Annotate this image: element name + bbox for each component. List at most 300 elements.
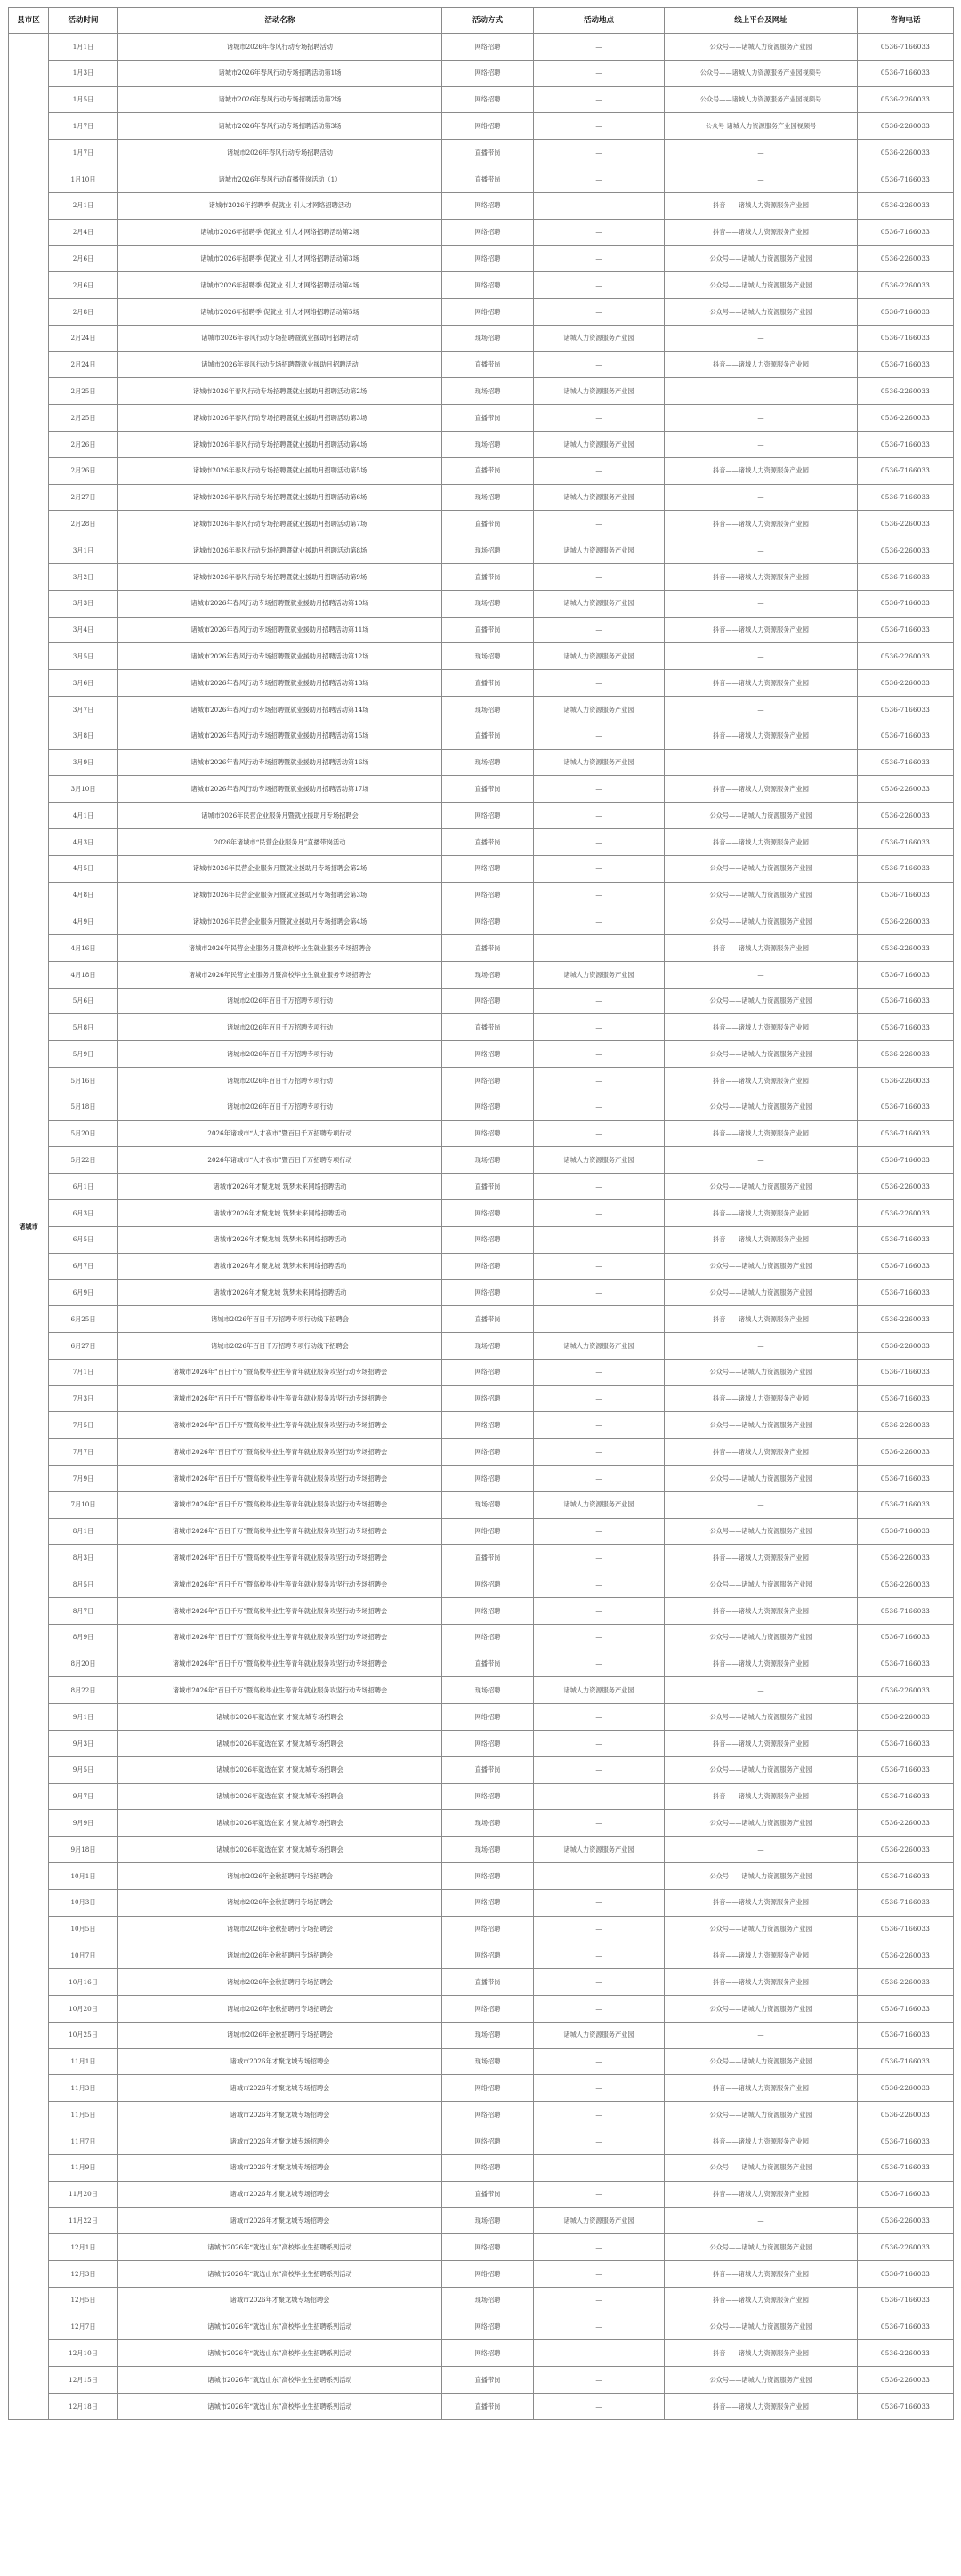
activity-method: 网络招聘 bbox=[442, 1094, 534, 1120]
activity-method: 直播带岗 bbox=[442, 935, 534, 962]
activity-place: 诸城人力资源服务产业园 bbox=[534, 643, 665, 670]
activity-date: 6月1日 bbox=[49, 1174, 118, 1200]
table-row bbox=[9, 2208, 954, 2234]
activity-place: — bbox=[534, 1041, 665, 1068]
activity-method: 网络招聘 bbox=[442, 1439, 534, 1466]
activity-method: 网络招聘 bbox=[442, 1783, 534, 1810]
activity-method: 网络招聘 bbox=[442, 2340, 534, 2367]
activity-method: 现场招聘 bbox=[442, 2022, 534, 2048]
online-platform: 抖音——诸城人力资源服务产业园 bbox=[665, 935, 858, 962]
activity-place: — bbox=[534, 2075, 665, 2102]
contact-phone: 0536-2260033 bbox=[858, 1174, 954, 1200]
contact-phone: 0536-7166033 bbox=[858, 563, 954, 590]
contact-phone: 0536-7166033 bbox=[858, 2287, 954, 2314]
activity-date: 3月4日 bbox=[49, 617, 118, 643]
activity-method: 网络招聘 bbox=[442, 1068, 534, 1094]
activity-place: — bbox=[534, 1014, 665, 1041]
online-platform: 抖音——诸城人力资源服务产业园 bbox=[665, 457, 858, 484]
contact-phone: 0536-2260033 bbox=[858, 1571, 954, 1598]
online-platform: 公众号——诸城人力资源服务产业园 bbox=[665, 988, 858, 1014]
table-row bbox=[9, 351, 954, 378]
online-platform: 抖音——诸城人力资源服务产业园 bbox=[665, 1889, 858, 1916]
activity-method: 网络招聘 bbox=[442, 2260, 534, 2287]
activity-place: — bbox=[534, 988, 665, 1014]
activity-date: 7月5日 bbox=[49, 1412, 118, 1439]
activity-date: 6月9日 bbox=[49, 1280, 118, 1306]
activity-date: 9月1日 bbox=[49, 1704, 118, 1731]
activity-place: 诸城人力资源服务产业园 bbox=[534, 1333, 665, 1360]
table-row bbox=[9, 1889, 954, 1916]
table-row bbox=[9, 908, 954, 935]
activity-place: — bbox=[534, 1810, 665, 1837]
activity-name: 诸城市2026年才聚龙城专场招聘会 bbox=[118, 2181, 442, 2208]
contact-phone: 0536-7166033 bbox=[858, 828, 954, 855]
online-platform: 抖音——诸城人力资源服务产业园 bbox=[665, 1969, 858, 1996]
activity-method: 网络招聘 bbox=[442, 2075, 534, 2102]
activity-place: — bbox=[534, 828, 665, 855]
activity-date: 2月24日 bbox=[49, 351, 118, 378]
table-row bbox=[9, 1200, 954, 1227]
table-row bbox=[9, 537, 954, 564]
activity-place: — bbox=[534, 1571, 665, 1598]
activity-name: 诸城市2026年春风行动专场招聘暨就业援助月招聘活动第3场 bbox=[118, 405, 442, 432]
table-row bbox=[9, 776, 954, 803]
table-row bbox=[9, 1068, 954, 1094]
activity-place: 诸城人力资源服务产业园 bbox=[534, 1677, 665, 1704]
activity-name: 诸城市2026年招聘季 促就业 引人才网络招聘活动第4场 bbox=[118, 272, 442, 299]
online-platform: — bbox=[665, 140, 858, 166]
activity-method: 网络招聘 bbox=[442, 1253, 534, 1280]
table-row bbox=[9, 855, 954, 882]
activity-date: 11月9日 bbox=[49, 2154, 118, 2181]
activity-name: 诸城市2026年春风行动专场招聘暨就业援助月招聘活动第6场 bbox=[118, 484, 442, 511]
activity-date: 10月20日 bbox=[49, 1995, 118, 2022]
contact-phone: 0536-2260033 bbox=[858, 1969, 954, 1996]
activity-method: 网络招聘 bbox=[442, 1598, 534, 1625]
header-phone: 咨询电话 bbox=[858, 8, 954, 34]
activity-name: 诸城市2026年金秋招聘月专场招聘会 bbox=[118, 1889, 442, 1916]
activity-name: 诸城市2026年春风行动专场招聘暨就业援助月招聘活动第8场 bbox=[118, 537, 442, 564]
activity-date: 6月27日 bbox=[49, 1333, 118, 1360]
activity-date: 10月25日 bbox=[49, 2022, 118, 2048]
online-platform: — bbox=[665, 749, 858, 776]
table-row bbox=[9, 378, 954, 405]
table-row bbox=[9, 2314, 954, 2340]
activity-method: 现场招聘 bbox=[442, 1333, 534, 1360]
online-platform: 公众号——诸城人力资源服务产业园 bbox=[665, 1624, 858, 1651]
table-row bbox=[9, 166, 954, 192]
activity-date: 3月1日 bbox=[49, 537, 118, 564]
activity-method: 网络招聘 bbox=[442, 1916, 534, 1942]
activity-method: 直播带岗 bbox=[442, 2181, 534, 2208]
activity-place: — bbox=[534, 1466, 665, 1492]
activity-method: 直播带岗 bbox=[442, 2367, 534, 2394]
activity-name: 诸城市2026年民营企业服务月暨就业援助月专场招聘会第4场 bbox=[118, 908, 442, 935]
table-row bbox=[9, 1598, 954, 1625]
activity-place: — bbox=[534, 1545, 665, 1571]
online-platform: — bbox=[665, 643, 858, 670]
activity-place: — bbox=[534, 272, 665, 299]
table-row bbox=[9, 1704, 954, 1731]
activity-method: 现场招聘 bbox=[442, 2287, 534, 2314]
activity-place: — bbox=[534, 1280, 665, 1306]
activity-place: 诸城人力资源服务产业园 bbox=[534, 431, 665, 457]
activity-name: 诸城市2026年“就选山东”高校毕业生招聘系列活动 bbox=[118, 2340, 442, 2367]
table-row bbox=[9, 2048, 954, 2075]
activity-name: 诸城市2026年就选在家 才聚龙城专场招聘会 bbox=[118, 1810, 442, 1837]
activity-name: 诸城市2026年春风行动专场招聘暨就业援助月招聘活动第14场 bbox=[118, 696, 442, 723]
table-header-row bbox=[9, 8, 954, 34]
contact-phone: 0536-2260033 bbox=[858, 2367, 954, 2394]
activity-name: 诸城市2026年“百日千万”暨高校毕业生等青年就业服务攻坚行动专场招聘会 bbox=[118, 1651, 442, 1677]
table-row bbox=[9, 2234, 954, 2261]
activity-place: — bbox=[534, 1651, 665, 1677]
activity-name: 诸城市2026年才聚龙城专场招聘会 bbox=[118, 2154, 442, 2181]
online-platform: 公众号——诸城人力资源服务产业园 bbox=[665, 1704, 858, 1731]
activity-date: 10月16日 bbox=[49, 1969, 118, 1996]
activity-date: 3月10日 bbox=[49, 776, 118, 803]
table-row bbox=[9, 2287, 954, 2314]
online-platform: 公众号——诸城人力资源服务产业园 bbox=[665, 298, 858, 325]
table-row bbox=[9, 1120, 954, 1147]
activity-date: 11月3日 bbox=[49, 2075, 118, 2102]
activity-name: 诸城市2026年招聘季 促就业 引人才网络招聘活动第5场 bbox=[118, 298, 442, 325]
online-platform: 抖音——诸城人力资源服务产业园 bbox=[665, 1385, 858, 1412]
online-platform: 公众号——诸城人力资源服务产业园 bbox=[665, 1253, 858, 1280]
table-row bbox=[9, 1280, 954, 1306]
online-platform: 抖音——诸城人力资源服务产业园 bbox=[665, 2128, 858, 2154]
online-platform: 抖音——诸城人力资源服务产业园 bbox=[665, 828, 858, 855]
table-row bbox=[9, 246, 954, 272]
header-county: 县市区 bbox=[9, 8, 49, 34]
activity-name: 诸城市2026年春风行动专场招聘活动 bbox=[118, 140, 442, 166]
online-platform: 公众号——诸城人力资源服务产业园 bbox=[665, 908, 858, 935]
activity-place: — bbox=[534, 140, 665, 166]
online-platform: 公众号——诸城人力资源服务产业园 bbox=[665, 1518, 858, 1545]
contact-phone: 0536-7166033 bbox=[858, 325, 954, 351]
activity-place: — bbox=[534, 1783, 665, 1810]
activity-name: 诸城市2026年春风行动专场招聘暨就业援助月招聘活动第11场 bbox=[118, 617, 442, 643]
activity-date: 9月3日 bbox=[49, 1731, 118, 1757]
table-row bbox=[9, 1306, 954, 1333]
table-row bbox=[9, 749, 954, 776]
activity-date: 6月25日 bbox=[49, 1306, 118, 1333]
activity-name: 诸城市2026年“就选山东”高校毕业生招聘系列活动 bbox=[118, 2393, 442, 2419]
table-row bbox=[9, 431, 954, 457]
table-row bbox=[9, 1731, 954, 1757]
table-row bbox=[9, 1571, 954, 1598]
contact-phone: 0536-2260033 bbox=[858, 1306, 954, 1333]
header-method: 活动方式 bbox=[442, 8, 534, 34]
table-row bbox=[9, 2260, 954, 2287]
contact-phone: 0536-2260033 bbox=[858, 272, 954, 299]
activity-name: 诸城市2026年就选在家 才聚龙城专场招聘会 bbox=[118, 1731, 442, 1757]
activity-method: 网络招聘 bbox=[442, 2234, 534, 2261]
activity-place: 诸城人力资源服务产业园 bbox=[534, 378, 665, 405]
contact-phone: 0536-2260033 bbox=[858, 1333, 954, 1360]
online-platform: 抖音——诸城人力资源服务产业园 bbox=[665, 1439, 858, 1466]
contact-phone: 0536-7166033 bbox=[858, 2128, 954, 2154]
contact-phone: 0536-2260033 bbox=[858, 1439, 954, 1466]
activity-date: 3月2日 bbox=[49, 563, 118, 590]
activity-name: 诸城市2026年春风行动专场招聘暨就业援助月招聘活动第15场 bbox=[118, 723, 442, 749]
contact-phone: 0536-7166033 bbox=[858, 2314, 954, 2340]
activity-method: 网络招聘 bbox=[442, 192, 534, 219]
contact-phone: 0536-7166033 bbox=[858, 2022, 954, 2048]
activity-date: 2月27日 bbox=[49, 484, 118, 511]
online-platform: 抖音——诸城人力资源服务产业园 bbox=[665, 351, 858, 378]
activity-place: — bbox=[534, 723, 665, 749]
online-platform: — bbox=[665, 696, 858, 723]
activity-date: 1月10日 bbox=[49, 166, 118, 192]
table-row bbox=[9, 1412, 954, 1439]
contact-phone: 0536-7166033 bbox=[858, 1916, 954, 1942]
activity-name: 诸城市2026年金秋招聘月专场招聘会 bbox=[118, 1942, 442, 1969]
contact-phone: 0536-7166033 bbox=[858, 1466, 954, 1492]
table-row bbox=[9, 935, 954, 962]
activity-date: 8月9日 bbox=[49, 1624, 118, 1651]
activity-place: — bbox=[534, 1598, 665, 1625]
activity-method: 现场招聘 bbox=[442, 1810, 534, 1837]
activity-method: 网络招聘 bbox=[442, 2102, 534, 2128]
contact-phone: 0536-2260033 bbox=[858, 2208, 954, 2234]
activity-method: 网络招聘 bbox=[442, 1041, 534, 1068]
table-row bbox=[9, 563, 954, 590]
activity-place: 诸城人力资源服务产业园 bbox=[534, 2022, 665, 2048]
table-row bbox=[9, 2075, 954, 2102]
activity-name: 诸城市2026年春风行动专场招聘活动 bbox=[118, 34, 442, 61]
activity-name: 诸城市2026年才聚龙城 筑梦未来网络招聘活动 bbox=[118, 1253, 442, 1280]
activity-method: 直播带岗 bbox=[442, 1014, 534, 1041]
contact-phone: 0536-2260033 bbox=[858, 86, 954, 113]
contact-phone: 0536-7166033 bbox=[858, 1889, 954, 1916]
activity-place: — bbox=[534, 34, 665, 61]
contact-phone: 0536-2260033 bbox=[858, 113, 954, 140]
activity-name: 诸城市2026年招聘季 促就业 引人才网络招聘活动第3场 bbox=[118, 246, 442, 272]
online-platform: 抖音——诸城人力资源服务产业园 bbox=[665, 1120, 858, 1147]
contact-phone: 0536-7166033 bbox=[858, 988, 954, 1014]
activity-date: 2月4日 bbox=[49, 219, 118, 246]
activity-name: 诸城市2026年就选在家 才聚龙城专场招聘会 bbox=[118, 1783, 442, 1810]
online-platform: — bbox=[665, 537, 858, 564]
table-row bbox=[9, 2022, 954, 2048]
activity-method: 现场招聘 bbox=[442, 1491, 534, 1518]
activity-date: 5月18日 bbox=[49, 1094, 118, 1120]
online-platform: 公众号——诸城人力资源服务产业园 bbox=[665, 1466, 858, 1492]
activity-date: 3月7日 bbox=[49, 696, 118, 723]
activity-place: 诸城人力资源服务产业园 bbox=[534, 2208, 665, 2234]
activity-method: 直播带岗 bbox=[442, 2393, 534, 2419]
contact-phone: 0536-7166033 bbox=[858, 1094, 954, 1120]
table-row bbox=[9, 1756, 954, 1783]
activity-place: — bbox=[534, 1094, 665, 1120]
activity-name: 诸城市2026年“百日千万”暨高校毕业生等青年就业服务攻坚行动专场招聘会 bbox=[118, 1439, 442, 1466]
activity-method: 网络招聘 bbox=[442, 1466, 534, 1492]
activity-place: — bbox=[534, 563, 665, 590]
activity-method: 现场招聘 bbox=[442, 378, 534, 405]
table-row bbox=[9, 2393, 954, 2419]
contact-phone: 0536-7166033 bbox=[858, 60, 954, 86]
activity-date: 1月3日 bbox=[49, 60, 118, 86]
activity-name: 诸城市2026年春风行动专场招聘活动第2场 bbox=[118, 86, 442, 113]
activity-date: 10月5日 bbox=[49, 1916, 118, 1942]
activity-place: — bbox=[534, 1731, 665, 1757]
activity-date: 3月5日 bbox=[49, 643, 118, 670]
table-row bbox=[9, 1651, 954, 1677]
activity-date: 4月5日 bbox=[49, 855, 118, 882]
table-row bbox=[9, 1916, 954, 1942]
table-row bbox=[9, 723, 954, 749]
activity-method: 网络招聘 bbox=[442, 1624, 534, 1651]
activity-method: 网络招聘 bbox=[442, 1359, 534, 1385]
activity-name: 2026年诸城市“人才夜市”暨百日千万招聘专项行动 bbox=[118, 1147, 442, 1174]
activity-date: 2月1日 bbox=[49, 192, 118, 219]
online-platform: 公众号——诸城人力资源服务产业园 bbox=[665, 1756, 858, 1783]
table-row bbox=[9, 1147, 954, 1174]
online-platform: 公众号——诸城人力资源服务产业园 bbox=[665, 1916, 858, 1942]
activity-name: 诸城市2026年金秋招聘月专场招聘会 bbox=[118, 1916, 442, 1942]
activity-place: — bbox=[534, 2181, 665, 2208]
activity-date: 9月7日 bbox=[49, 1783, 118, 1810]
activity-method: 网络招聘 bbox=[442, 908, 534, 935]
activity-name: 诸城市2026年“百日千万”暨高校毕业生等青年就业服务攻坚行动专场招聘会 bbox=[118, 1491, 442, 1518]
activity-place: 诸城人力资源服务产业园 bbox=[534, 1837, 665, 1863]
contact-phone: 0536-2260033 bbox=[858, 643, 954, 670]
activity-name: 诸城市2026年金秋招聘月专场招聘会 bbox=[118, 1969, 442, 1996]
contact-phone: 0536-2260033 bbox=[858, 378, 954, 405]
table-row bbox=[9, 1545, 954, 1571]
activity-place: — bbox=[534, 1916, 665, 1942]
activity-method: 直播带岗 bbox=[442, 1969, 534, 1996]
activity-name: 诸城市2026年春风行动专场招聘暨就业援助月招聘活动第5场 bbox=[118, 457, 442, 484]
activity-name: 诸城市2026年才聚龙城 筑梦未来网络招聘活动 bbox=[118, 1174, 442, 1200]
activity-place: — bbox=[534, 1306, 665, 1333]
online-platform: 抖音——诸城人力资源服务产业园 bbox=[665, 1226, 858, 1253]
activity-date: 7月7日 bbox=[49, 1439, 118, 1466]
activity-name: 诸城市2026年春风行动专场招聘暨就业援助月招聘活动第10场 bbox=[118, 590, 442, 617]
activity-date: 6月3日 bbox=[49, 1200, 118, 1227]
contact-phone: 0536-2260033 bbox=[858, 405, 954, 432]
table-row bbox=[9, 988, 954, 1014]
activity-method: 直播带岗 bbox=[442, 670, 534, 697]
activity-method: 现场招聘 bbox=[442, 1837, 534, 1863]
contact-phone: 0536-7166033 bbox=[858, 1598, 954, 1625]
contact-phone: 0536-7166033 bbox=[858, 1253, 954, 1280]
activity-date: 2月8日 bbox=[49, 298, 118, 325]
document-page bbox=[8, 7, 953, 2420]
activity-name: 诸城市2026年春风行动专场招聘暨就业援助月招聘活动第9场 bbox=[118, 563, 442, 590]
activity-method: 直播带岗 bbox=[442, 140, 534, 166]
activity-place: — bbox=[534, 1518, 665, 1545]
header-place: 活动地点 bbox=[534, 8, 665, 34]
online-platform: 公众号——诸城人力资源服务产业园 bbox=[665, 1412, 858, 1439]
activity-name: 诸城市2026年“百日千万”暨高校毕业生等青年就业服务攻坚行动专场招聘会 bbox=[118, 1359, 442, 1385]
contact-phone: 0536-2260033 bbox=[858, 2340, 954, 2367]
activity-place: 诸城人力资源服务产业园 bbox=[534, 961, 665, 988]
table-row bbox=[9, 192, 954, 219]
activity-name: 诸城市2026年就选在家 才聚龙城专场招聘会 bbox=[118, 1837, 442, 1863]
contact-phone: 0536-2260033 bbox=[858, 1200, 954, 1227]
activity-date: 12月3日 bbox=[49, 2260, 118, 2287]
online-platform: 抖音——诸城人力资源服务产业园 bbox=[665, 2393, 858, 2419]
table-row bbox=[9, 696, 954, 723]
activity-date: 8月1日 bbox=[49, 1518, 118, 1545]
header-online-platform: 线上平台及网址 bbox=[665, 8, 858, 34]
activity-date: 1月7日 bbox=[49, 113, 118, 140]
contact-phone: 0536-7166033 bbox=[858, 1120, 954, 1147]
activity-method: 直播带岗 bbox=[442, 828, 534, 855]
activity-method: 网络招聘 bbox=[442, 1226, 534, 1253]
activity-name: 诸城市2026年春风行动专场招聘暨就业援助月招聘活动第2场 bbox=[118, 378, 442, 405]
table-row bbox=[9, 1174, 954, 1200]
online-platform: 公众号——诸城人力资源服务产业园 bbox=[665, 1862, 858, 1889]
table-row bbox=[9, 298, 954, 325]
online-platform: 公众号——诸城人力资源服务产业园视频号 bbox=[665, 60, 858, 86]
activity-date: 4月3日 bbox=[49, 828, 118, 855]
table-row bbox=[9, 1466, 954, 1492]
activity-date: 11月7日 bbox=[49, 2128, 118, 2154]
table-row bbox=[9, 2102, 954, 2128]
activity-name: 诸城市2026年百日千万招聘专项行动 bbox=[118, 1094, 442, 1120]
contact-phone: 0536-7166033 bbox=[858, 1280, 954, 1306]
activity-method: 现场招聘 bbox=[442, 1147, 534, 1174]
activity-method: 网络招聘 bbox=[442, 1385, 534, 1412]
activity-place: — bbox=[534, 1889, 665, 1916]
activity-date: 2月28日 bbox=[49, 511, 118, 537]
contact-phone: 0536-2260033 bbox=[858, 1837, 954, 1863]
activity-name: 诸城市2026年就选在家 才聚龙城专场招聘会 bbox=[118, 1756, 442, 1783]
activity-name: 诸城市2026年春风行动专场招聘暨就业援助月招聘活动第17场 bbox=[118, 776, 442, 803]
activity-name: 诸城市2026年百日千万招聘专项行动 bbox=[118, 1068, 442, 1094]
table-row bbox=[9, 484, 954, 511]
activity-date: 4月9日 bbox=[49, 908, 118, 935]
online-platform: 公众号——诸城人力资源服务产业园 bbox=[665, 246, 858, 272]
table-row bbox=[9, 1226, 954, 1253]
activity-place: — bbox=[534, 2393, 665, 2419]
online-platform: 抖音——诸城人力资源服务产业园 bbox=[665, 2075, 858, 2102]
table-row bbox=[9, 643, 954, 670]
activity-date: 12月7日 bbox=[49, 2314, 118, 2340]
activity-date: 2月6日 bbox=[49, 272, 118, 299]
contact-phone: 0536-7166033 bbox=[858, 1624, 954, 1651]
activity-method: 网络招聘 bbox=[442, 1862, 534, 1889]
activity-place: — bbox=[534, 219, 665, 246]
contact-phone: 0536-2260033 bbox=[858, 1677, 954, 1704]
activity-place: — bbox=[534, 113, 665, 140]
activity-method: 网络招聘 bbox=[442, 1731, 534, 1757]
activity-place: — bbox=[534, 1385, 665, 1412]
online-platform: — bbox=[665, 166, 858, 192]
table-row bbox=[9, 2181, 954, 2208]
activity-date: 7月3日 bbox=[49, 1385, 118, 1412]
activity-date: 11月5日 bbox=[49, 2102, 118, 2128]
online-platform: 抖音——诸城人力资源服务产业园 bbox=[665, 617, 858, 643]
activity-name: 诸城市2026年才聚龙城 筑梦未来网络招聘活动 bbox=[118, 1200, 442, 1227]
activity-place: — bbox=[534, 803, 665, 829]
activity-place: — bbox=[534, 776, 665, 803]
online-platform: 公众号——诸城人力资源服务产业园 bbox=[665, 1810, 858, 1837]
table-row bbox=[9, 670, 954, 697]
activity-place: — bbox=[534, 298, 665, 325]
activity-method: 网络招聘 bbox=[442, 1995, 534, 2022]
activity-place: — bbox=[534, 1200, 665, 1227]
contact-phone: 0536-7166033 bbox=[858, 1147, 954, 1174]
activity-name: 诸城市2026年春风行动专场招聘暨就业援助月招聘活动第13场 bbox=[118, 670, 442, 697]
activity-method: 网络招聘 bbox=[442, 1412, 534, 1439]
online-platform: 抖音——诸城人力资源服务产业园 bbox=[665, 1598, 858, 1625]
activity-name: 诸城市2026年金秋招聘月专场招聘会 bbox=[118, 1862, 442, 1889]
online-platform: 抖音——诸城人力资源服务产业园 bbox=[665, 1651, 858, 1677]
